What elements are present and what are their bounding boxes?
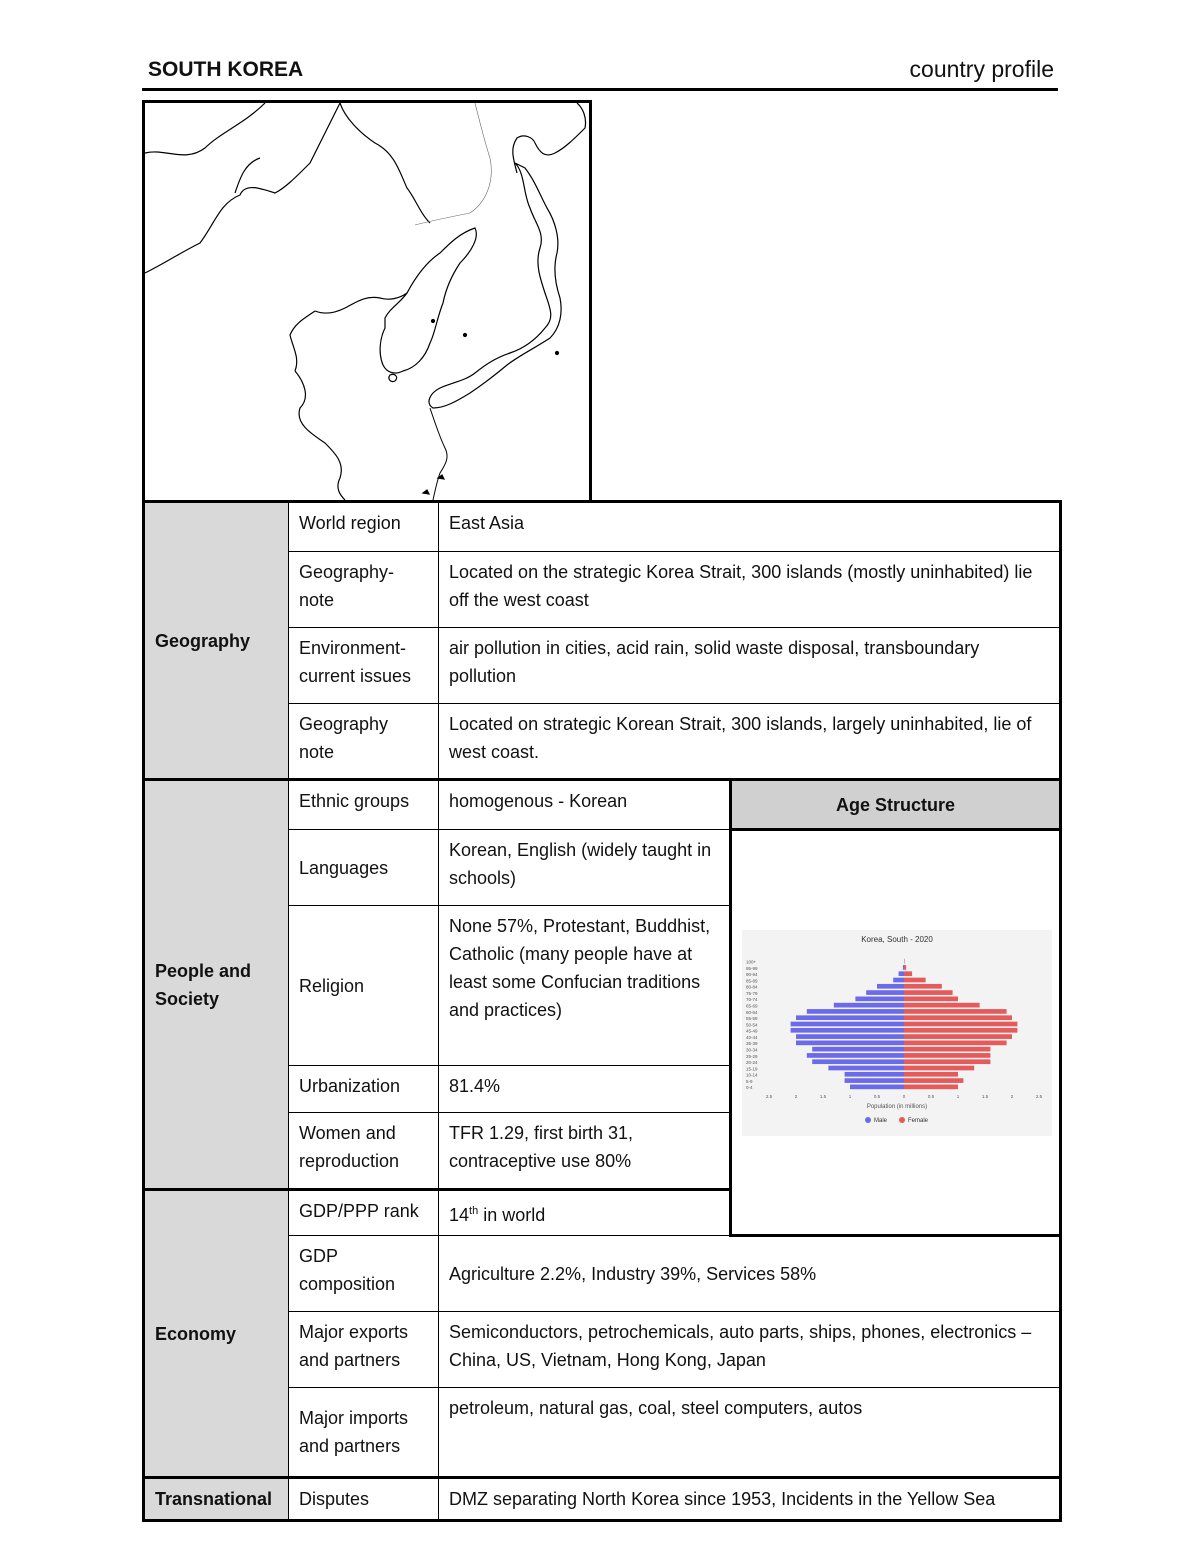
age-tick-label: 70-74 (746, 996, 758, 1002)
x-tick-label: 1.5 (819, 1093, 827, 1099)
gdp-rank-suffix: th (469, 1205, 479, 1217)
document-title: SOUTH KOREA (148, 58, 304, 81)
bar-female-20-24 (904, 1059, 990, 1064)
bar-male-30-34 (812, 1046, 904, 1051)
x-tick-label: 1 (956, 1093, 960, 1099)
bar-female-50-54 (904, 1021, 1017, 1026)
row-label: World region (289, 502, 439, 552)
bar-male-40-44 (796, 1034, 904, 1039)
x-tick-label: 2.5 (765, 1093, 773, 1099)
bar-female-95-99 (904, 965, 906, 970)
bar-female-85-89 (904, 977, 926, 982)
bar-female-0-4 (904, 1084, 958, 1089)
bar-male-50-54 (791, 1021, 904, 1026)
row-value: petroleum, natural gas, coal, steel computers, autos (439, 1388, 1061, 1478)
age-tick-label: 0-4 (746, 1084, 753, 1090)
x-tick-label: 2 (794, 1093, 798, 1099)
bar-female-75-79 (904, 990, 953, 995)
row-value: None 57%, Protestant, Buddhist, Catholic (many people have at least some Confucian traditions and practices) (439, 906, 731, 1066)
age-structure-heading: Age Structure (731, 780, 1061, 830)
x-tick-label: 2.5 (1035, 1093, 1043, 1099)
age-tick-label: 65-69 (746, 1002, 758, 1008)
bar-male-55-59 (796, 1015, 904, 1020)
section-transnational: Transnational (144, 1478, 289, 1521)
bar-female-90-94 (904, 971, 912, 976)
bar-male-0-4 (850, 1084, 904, 1089)
section-economy: Economy (144, 1190, 289, 1478)
bar-male-10-14 (845, 1071, 904, 1076)
x-tick-label: 0.5 (927, 1093, 935, 1099)
age-tick-label: 55-59 (746, 1015, 758, 1021)
population-pyramid-chart (742, 930, 1052, 1136)
bar-male-90-94 (899, 971, 904, 976)
section-geography: Geography (144, 502, 289, 780)
bar-male-35-39 (796, 1040, 904, 1045)
x-tick-label: 1.5 (981, 1093, 989, 1099)
age-tick-label: 25-29 (746, 1053, 758, 1059)
bar-male-65-69 (834, 1002, 904, 1007)
outline-map (142, 100, 592, 503)
row-value: air pollution in cities, acid rain, solid waste disposal, transboundary pollution (439, 628, 1061, 704)
row-label: Urbanization (289, 1066, 439, 1113)
row-value: Korean, English (widely taught in schools) (439, 830, 731, 906)
bar-male-45-49 (791, 1027, 904, 1032)
row-label: Geography-note (289, 552, 439, 628)
bar-male-15-19 (828, 1065, 904, 1070)
row-value: TFR 1.29, first birth 31, contraceptive use 80% (439, 1113, 731, 1190)
bar-male-5-9 (845, 1078, 904, 1083)
row-value: East Asia (439, 502, 1061, 552)
row-label: Environment-current issues (289, 628, 439, 704)
section-people-and-society: People and Society (144, 780, 289, 1190)
bar-female-15-19 (904, 1065, 974, 1070)
country-profile-table (142, 500, 1062, 1522)
age-tick-label: 100+ (746, 958, 757, 964)
bar-female-10-14 (904, 1071, 958, 1076)
bar-male-75-79 (866, 990, 904, 995)
row-label: Religion (289, 906, 439, 1066)
page-header (142, 56, 1058, 91)
age-tick-label: 30-34 (746, 1046, 758, 1052)
age-tick-label: 85-89 (746, 977, 758, 983)
x-tick-label: 0.5 (873, 1093, 881, 1099)
row-label: GDP/PPP rank (289, 1190, 439, 1236)
bar-female-35-39 (904, 1040, 1007, 1045)
row-label: Major imports and partners (289, 1388, 439, 1478)
row-label: Major exports and partners (289, 1312, 439, 1388)
chart-title: Korea, South - 2020 (861, 934, 933, 944)
legend-female: Female (908, 1117, 929, 1124)
x-tick-label: 2 (1010, 1093, 1014, 1099)
x-tick-label: 0 (902, 1093, 906, 1099)
row-value: 81.4% (439, 1066, 731, 1113)
bar-male-60-64 (807, 1009, 904, 1014)
bar-female-70-74 (904, 996, 958, 1001)
bar-male-95-99 (903, 965, 904, 970)
gdp-rank-number: 14 (449, 1205, 470, 1225)
row-value: Agriculture 2.2%, Industry 39%, Services 58% (439, 1236, 1061, 1312)
legend-male: Male (874, 1117, 888, 1124)
gdp-rank-rest: in world (478, 1205, 546, 1225)
bar-female-100+ (904, 958, 905, 963)
row-value: Semiconductors, petrochemicals, auto parts, ships, phones, electronics – China, US, Vietnam, Hong Kong, Japan (439, 1312, 1061, 1388)
bar-male-25-29 (807, 1053, 904, 1058)
row-value: DMZ separating North Korea since 1953, Incidents in the Yellow Sea (439, 1478, 1061, 1521)
bar-male-85-89 (893, 977, 904, 982)
map-outline-image (145, 103, 589, 500)
age-tick-label: 75-79 (746, 990, 758, 996)
age-tick-label: 10-14 (746, 1072, 758, 1078)
row-value: Located on strategic Korean Strait, 300 islands, largely uninhabited, lie of west coast. (439, 704, 1061, 780)
age-tick-label: 20-24 (746, 1059, 758, 1065)
age-tick-label: 95-99 (746, 965, 758, 971)
bar-female-5-9 (904, 1078, 963, 1083)
age-tick-label: 15-19 (746, 1065, 758, 1071)
x-tick-label: 1 (848, 1093, 852, 1099)
row-value-gdp-rank (439, 1190, 731, 1236)
bar-female-80-84 (904, 983, 942, 988)
bar-female-60-64 (904, 1009, 1007, 1014)
bar-female-45-49 (904, 1027, 1017, 1032)
age-tick-label: 40-44 (746, 1034, 758, 1040)
row-label: GDP composition (289, 1236, 439, 1312)
bar-male-80-84 (877, 983, 904, 988)
bar-female-25-29 (904, 1053, 990, 1058)
row-label: Ethnic groups (289, 780, 439, 830)
age-tick-label: 35-39 (746, 1040, 758, 1046)
chart-xlabel: Population (in millions) (866, 1103, 928, 1110)
bar-male-70-74 (855, 996, 904, 1001)
bar-female-30-34 (904, 1046, 990, 1051)
age-tick-label: 50-54 (746, 1021, 758, 1027)
legend-female-swatch (899, 1117, 905, 1123)
age-tick-label: 60-64 (746, 1009, 758, 1015)
row-label: Languages (289, 830, 439, 906)
bar-female-65-69 (904, 1002, 980, 1007)
bar-female-40-44 (904, 1034, 1012, 1039)
row-label: Women and reproduction (289, 1113, 439, 1190)
legend-male-swatch (865, 1117, 871, 1123)
age-tick-label: 45-49 (746, 1028, 758, 1034)
age-tick-label: 90-94 (746, 971, 758, 977)
bar-female-55-59 (904, 1015, 1012, 1020)
age-tick-label: 80-84 (746, 984, 758, 990)
row-label: Disputes (289, 1478, 439, 1521)
row-value: Located on the strategic Korea Strait, 300 islands (mostly uninhabited) lie off the west coast (439, 552, 1061, 628)
row-label: Geography note (289, 704, 439, 780)
age-structure-chart-cell (731, 830, 1061, 1236)
row-value: homogenous - Korean (439, 780, 731, 830)
bar-male-20-24 (812, 1059, 904, 1064)
age-tick-label: 5-9 (746, 1078, 753, 1084)
document-subtitle: country profile (909, 56, 1054, 82)
